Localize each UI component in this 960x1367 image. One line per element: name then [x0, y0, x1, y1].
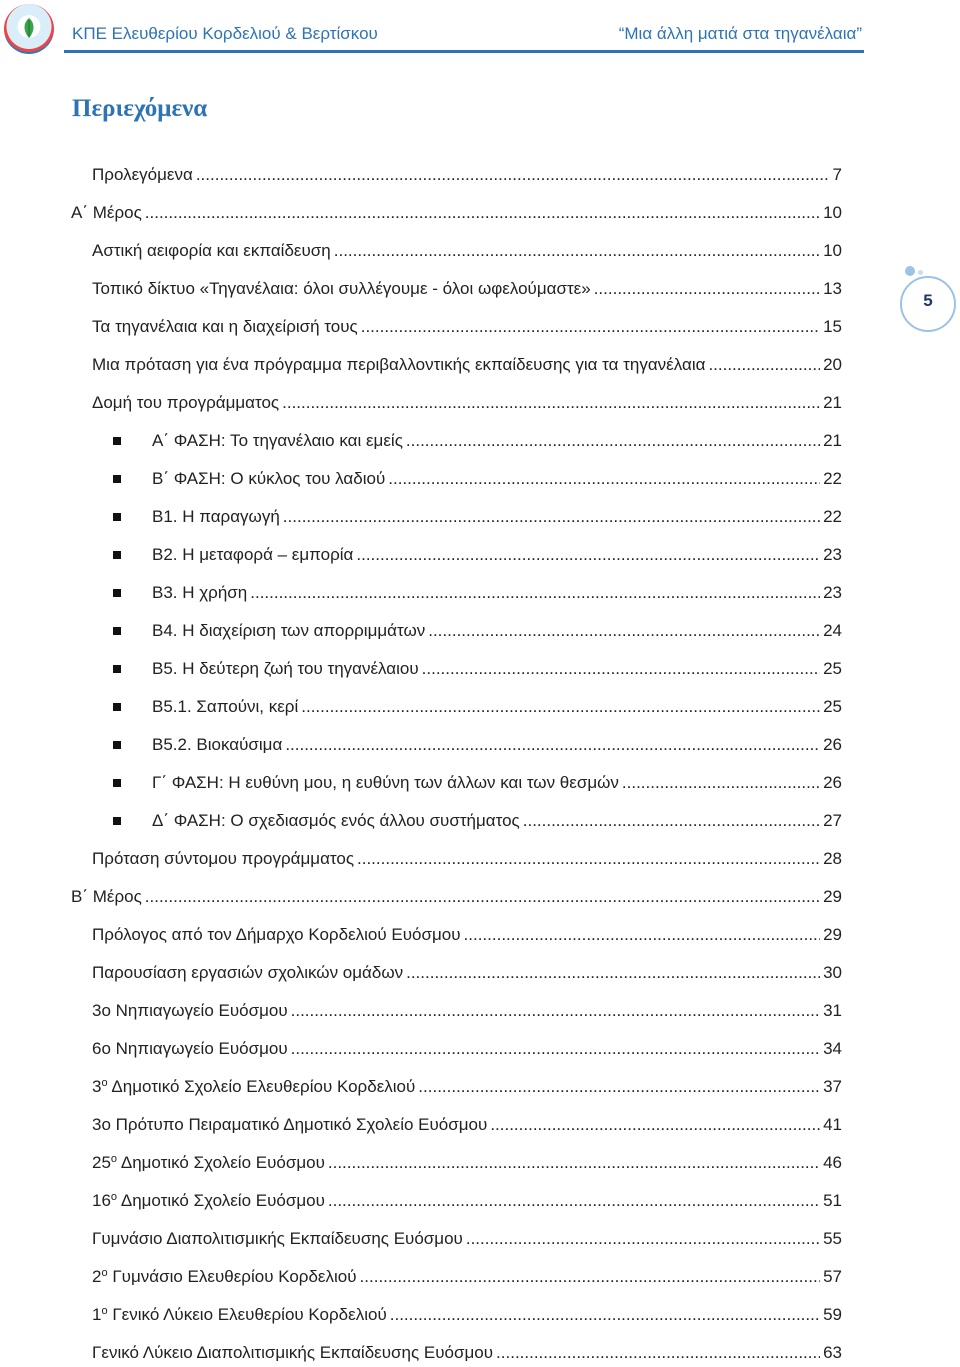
square-bullet-icon: [113, 817, 121, 825]
toc-entry-label: Μια πρόταση για ένα πρόγραμμα περιβαλλοντικής εκπαίδευσης για τα τηγανέλαια: [92, 355, 706, 374]
toc-entry-label: Γ΄ ΦΑΣΗ: Η ευθύνη μου, η ευθύνη των άλλων και των θεσμών: [152, 773, 619, 792]
toc-leader: [328, 1153, 820, 1173]
toc-entry-page: 7: [832, 165, 842, 184]
toc-entry[interactable]: [92, 1039, 842, 1063]
square-bullet-icon: [113, 551, 121, 559]
toc-entry-label: 6ο Νηπιαγωγείο Ευόσμου: [92, 1039, 288, 1058]
toc-entry[interactable]: [92, 1001, 842, 1025]
toc-leader: [390, 1305, 820, 1325]
toc-entry-page: 27: [823, 811, 842, 830]
toc-entry-page: 21: [823, 393, 842, 412]
toc-leader: [428, 621, 820, 641]
toc-entry-page: 10: [823, 203, 842, 222]
square-bullet-icon: [113, 627, 121, 635]
toc-entry-label: Πρόταση σύντομου προγράμματος: [92, 849, 355, 868]
header-right-text: “Μια άλλη ματιά στα τηγανέλαια”: [618, 24, 862, 43]
toc-entry-page: 23: [823, 583, 842, 602]
toc-entry-page: 63: [823, 1343, 842, 1362]
toc-entry-label: Α΄ ΦΑΣΗ: Το τηγανέλαιο και εμείς: [152, 431, 403, 450]
toc-entry[interactable]: [152, 811, 842, 835]
toc-entry-label: $25^o$ Δημοτικό Σχολείο Ευόσμου: [92, 1153, 325, 1172]
toc-leader: [356, 545, 820, 565]
toc-entry[interactable]: [92, 1077, 842, 1101]
toc-entry[interactable]: [92, 1267, 842, 1291]
toc-entry-page: 10: [823, 241, 842, 260]
toc-entry[interactable]: [92, 165, 842, 189]
toc-leader: [406, 431, 820, 451]
toc-entry[interactable]: [92, 1191, 842, 1215]
toc-entry[interactable]: [92, 1115, 842, 1139]
toc-leader: [418, 1077, 820, 1097]
toc-entry[interactable]: [152, 507, 842, 531]
toc-entry-page: 46: [823, 1153, 842, 1172]
toc-entry[interactable]: [71, 887, 842, 911]
toc-entry-page: 15: [823, 317, 842, 336]
toc-entry-page: 31: [823, 1001, 842, 1020]
toc-leader: [466, 1229, 820, 1249]
square-bullet-icon: [113, 665, 121, 673]
toc-entry-label: $1^o$ Γενικό Λύκειο Ελευθερίου Κορδελιού: [92, 1305, 387, 1324]
toc-entry-page: 22: [823, 507, 842, 526]
toc-entry-label: $3^o$ Δημοτικό Σχολείο Ελευθερίου Κορδελιού: [92, 1077, 416, 1096]
square-bullet-icon: [113, 703, 121, 711]
toc-leader: [145, 887, 820, 907]
toc-entry-label: Αστική αειφορία και εκπαίδευση: [92, 241, 331, 260]
toc-entry-label: Τοπικό δίκτυο «Τηγανέλαια: όλοι συλλέγουμε - όλοι ωφελούμαστε»: [92, 279, 591, 298]
toc-entry-page: 23: [823, 545, 842, 564]
toc-leader: [523, 811, 820, 831]
toc-leader: [406, 963, 820, 983]
toc-entry-label: $2^o$ Γυμνάσιο Ελευθερίου Κορδελιού: [92, 1267, 357, 1286]
toc-entry-label: Β3. Η χρήση: [152, 583, 248, 602]
toc-entry-page: 41: [823, 1115, 842, 1134]
toc-entry-label: Β5.2. Βιοκαύσιμα: [152, 735, 283, 754]
toc-entry[interactable]: [152, 773, 842, 797]
toc-entry-label: Β5. Η δεύτερη ζωή του τηγανέλαιου: [152, 659, 419, 678]
toc-entry[interactable]: [152, 659, 842, 683]
toc-leader: [291, 1039, 820, 1059]
toc-leader: [285, 735, 820, 755]
toc-entry[interactable]: [92, 355, 842, 379]
toc-leader: [301, 697, 820, 717]
toc-entry-label: Πρόλογος από τον Δήμαρχο Κορδελιού Ευόσμου: [92, 925, 461, 944]
toc-leader: [464, 925, 821, 945]
header-left-text: ΚΠΕ Ελευθερίου Κορδελιού & Βερτίσκου: [72, 24, 378, 43]
toc-entry-label: Α΄ Μέρος: [71, 203, 142, 222]
toc-entry-page: 26: [823, 735, 842, 754]
toc-entry-label: Δ΄ ΦΑΣΗ: Ο σχεδιασμός ενός άλλου συστήματος: [152, 811, 520, 830]
toc-entry-label: Δομή του προγράμματος: [92, 393, 280, 412]
toc-leader: [334, 241, 820, 261]
toc-entry[interactable]: [92, 241, 842, 265]
toc-entry[interactable]: [92, 1305, 842, 1329]
square-bullet-icon: [113, 741, 121, 749]
toc-entry-page: 20: [823, 355, 842, 374]
toc-entry-page: 21: [823, 431, 842, 450]
toc-entry-label: 3ο Νηπιαγωγείο Ευόσμου: [92, 1001, 288, 1020]
toc-entry-label: Γενικό Λύκειο Διαπολιτισμικής Εκπαίδευσης Ευόσμου: [92, 1343, 494, 1362]
toc-leader: [291, 1001, 820, 1021]
toc-leader: [496, 1343, 820, 1363]
toc-leader: [283, 507, 820, 527]
toc-entry[interactable]: [92, 317, 842, 341]
toc-leader: [490, 1115, 820, 1135]
toc-entry[interactable]: [71, 203, 842, 227]
toc-entry-page: 37: [823, 1077, 842, 1096]
toc-entry[interactable]: [152, 583, 842, 607]
toc-leader: [708, 355, 820, 375]
toc-entry-label: Β΄ ΦΑΣΗ: Ο κύκλος του λαδιού: [152, 469, 386, 488]
toc-entry-page: 25: [823, 659, 842, 678]
toc-entry[interactable]: [92, 849, 842, 873]
toc-entry-label: Β1. Η παραγωγή: [152, 507, 280, 526]
toc-leader: [328, 1191, 820, 1211]
toc-entry[interactable]: [92, 279, 842, 303]
toc-leader: [196, 165, 830, 185]
toc-entry[interactable]: [152, 621, 842, 645]
page-title: Περιεχόμενα: [72, 95, 208, 122]
toc-entry[interactable]: [92, 963, 842, 987]
toc-entry-page: 28: [823, 849, 842, 868]
toc-leader: [622, 773, 820, 793]
toc-leader: [361, 317, 820, 337]
toc-entry-page: 29: [823, 887, 842, 906]
toc-leader: [282, 393, 820, 413]
toc-entry-label: Β2. Η μεταφορά – εμπορία: [152, 545, 354, 564]
toc-leader: [250, 583, 820, 603]
square-bullet-icon: [113, 437, 121, 445]
toc-entry-page: 57: [823, 1267, 842, 1286]
toc-leader: [594, 279, 820, 299]
toc-entry-label: Β4. Η διαχείριση των απορριμμάτων: [152, 621, 426, 640]
toc-entry-label: Προλεγόμενα: [92, 165, 193, 184]
square-bullet-icon: [113, 589, 121, 597]
toc-entry-label: $16^o$ Δημοτικό Σχολείο Ευόσμου: [92, 1191, 325, 1210]
page-number: 5: [923, 291, 933, 310]
toc-entry[interactable]: [92, 1343, 842, 1367]
toc-entry-label: Τα τηγανέλαια και η διαχείρισή τους: [92, 317, 358, 336]
toc-entry[interactable]: [152, 469, 842, 493]
toc-leader: [422, 659, 820, 679]
square-bullet-icon: [113, 475, 121, 483]
toc-entry-page: 34: [823, 1039, 842, 1058]
square-bullet-icon: [113, 779, 121, 787]
toc-entry-label: Παρουσίαση εργασιών σχολικών ομάδων: [92, 963, 404, 982]
toc-entry[interactable]: [92, 1153, 842, 1177]
toc-entry-page: 29: [823, 925, 842, 944]
toc-entry-page: 26: [823, 773, 842, 792]
toc-leader: [145, 203, 820, 223]
toc-entry[interactable]: [152, 545, 842, 569]
toc-entry-page: 22: [823, 469, 842, 488]
toc-entry[interactable]: [92, 393, 842, 417]
toc-entry-label: Γυμνάσιο Διαπολιτισμικής Εκπαίδευσης Ευόσμου: [92, 1229, 463, 1248]
toc-leader: [357, 849, 820, 869]
toc-entry-page: 55: [823, 1229, 842, 1248]
toc-entry-page: 25: [823, 697, 842, 716]
toc-leader: [388, 469, 820, 489]
toc-entry[interactable]: [92, 925, 842, 949]
toc-entry-label: Β΄ Μέρος: [71, 887, 142, 906]
toc-entry[interactable]: [92, 1229, 842, 1253]
toc-entry-page: 24: [823, 621, 842, 640]
toc-entry[interactable]: [152, 697, 842, 721]
toc-entry-label: Β5.1. Σαπούνι, κερί: [152, 697, 299, 716]
toc-entry-page: 13: [823, 279, 842, 298]
toc-entry[interactable]: [152, 735, 842, 759]
toc-entry-label: 3ο Πρότυπο Πειραματικό Δημοτικό Σχολείο Ευόσμου: [92, 1115, 488, 1134]
toc-leader: [360, 1267, 821, 1287]
toc-entry-page: 59: [823, 1305, 842, 1324]
toc-entry[interactable]: [152, 431, 842, 455]
toc-entry-page: 51: [823, 1191, 842, 1210]
square-bullet-icon: [113, 513, 121, 521]
toc-entry-page: 30: [823, 963, 842, 982]
